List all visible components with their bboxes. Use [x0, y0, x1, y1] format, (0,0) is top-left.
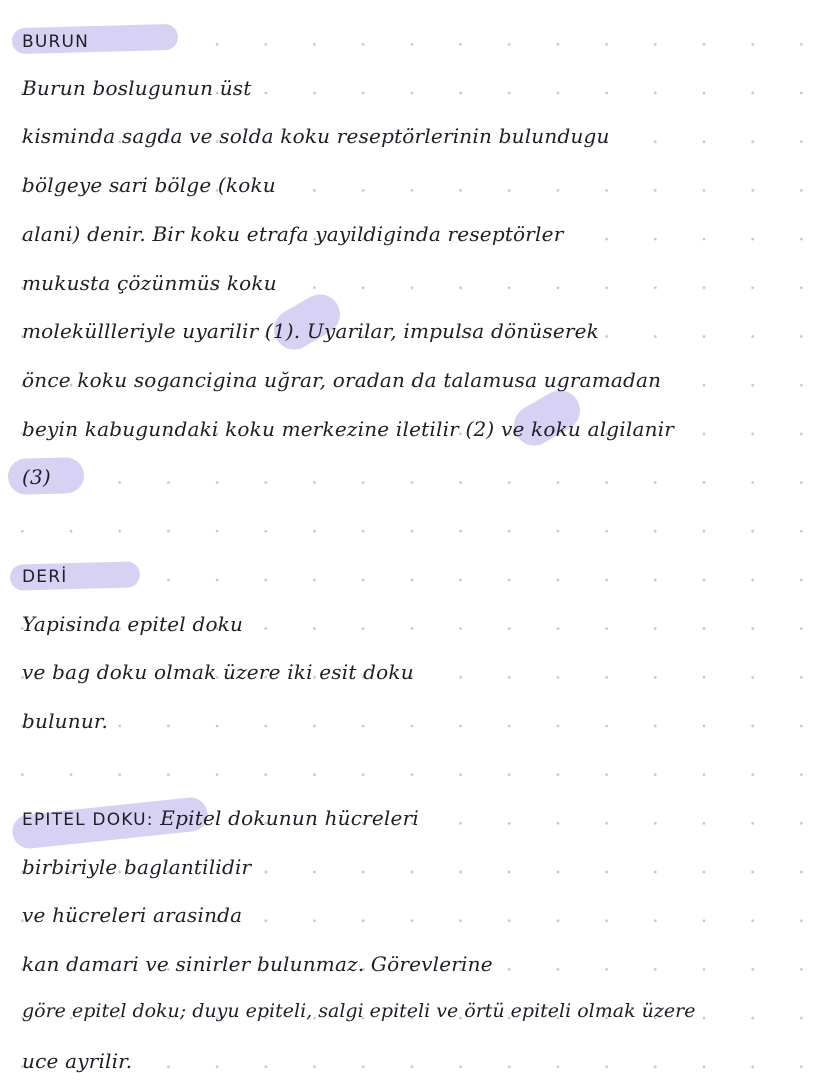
burun-line-5: mukusta çözünmüs koku — [22, 271, 277, 295]
burun-line-3: bölgeye sari bölge (koku — [22, 173, 276, 197]
epitel-line-3: ve hücreleri arasinda — [22, 903, 243, 927]
epitel-line-6: uce ayrilir. — [22, 1049, 133, 1073]
section-heading-epitel: EPITEL DOKU: — [22, 810, 154, 830]
burun-line-6: moleküllleriyle uyarilir (1). Uyarilar, impulsa dönüserek — [22, 319, 599, 343]
deri-line-2: ve bag doku olmak üzere iki esit doku — [22, 660, 414, 684]
burun-line-7: önce koku sogancigina uğrar, oradan da talamusa ugramadan — [22, 368, 662, 392]
epitel-line-2: birbiriyle baglantilidir — [22, 855, 252, 879]
epitel-line-4: kan damari ve sinirler bulunmaz. Görevlerine — [22, 952, 493, 976]
deri-line-1: Yapisinda epitel doku — [22, 612, 244, 636]
epitel-line-1-text: Epitel dokunun hücreleri — [153, 806, 419, 830]
burun-line-9: (3) — [22, 465, 51, 489]
burun-line-8: beyin kabugundaki koku merkezine iletilir (2) ve koku algilanir — [22, 417, 675, 441]
epitel-line-5: göre epitel doku; duyu epiteli, salgi epiteli ve örtü epiteli olmak üzere — [22, 1000, 696, 1022]
burun-line-2: kisminda sagda ve solda koku reseptörlerinin bulundugu — [22, 124, 610, 148]
burun-line-1: Burun boslugunun üst — [22, 76, 252, 100]
epitel-line-1 — [22, 806, 419, 830]
deri-line-3: bulunur. — [22, 709, 109, 733]
section-heading-deri: DERİ — [22, 567, 68, 587]
burun-line-4: alani) denir. Bir koku etrafa yayildiginda reseptörler — [22, 222, 564, 246]
section-heading-burun: BURUN — [22, 32, 90, 52]
